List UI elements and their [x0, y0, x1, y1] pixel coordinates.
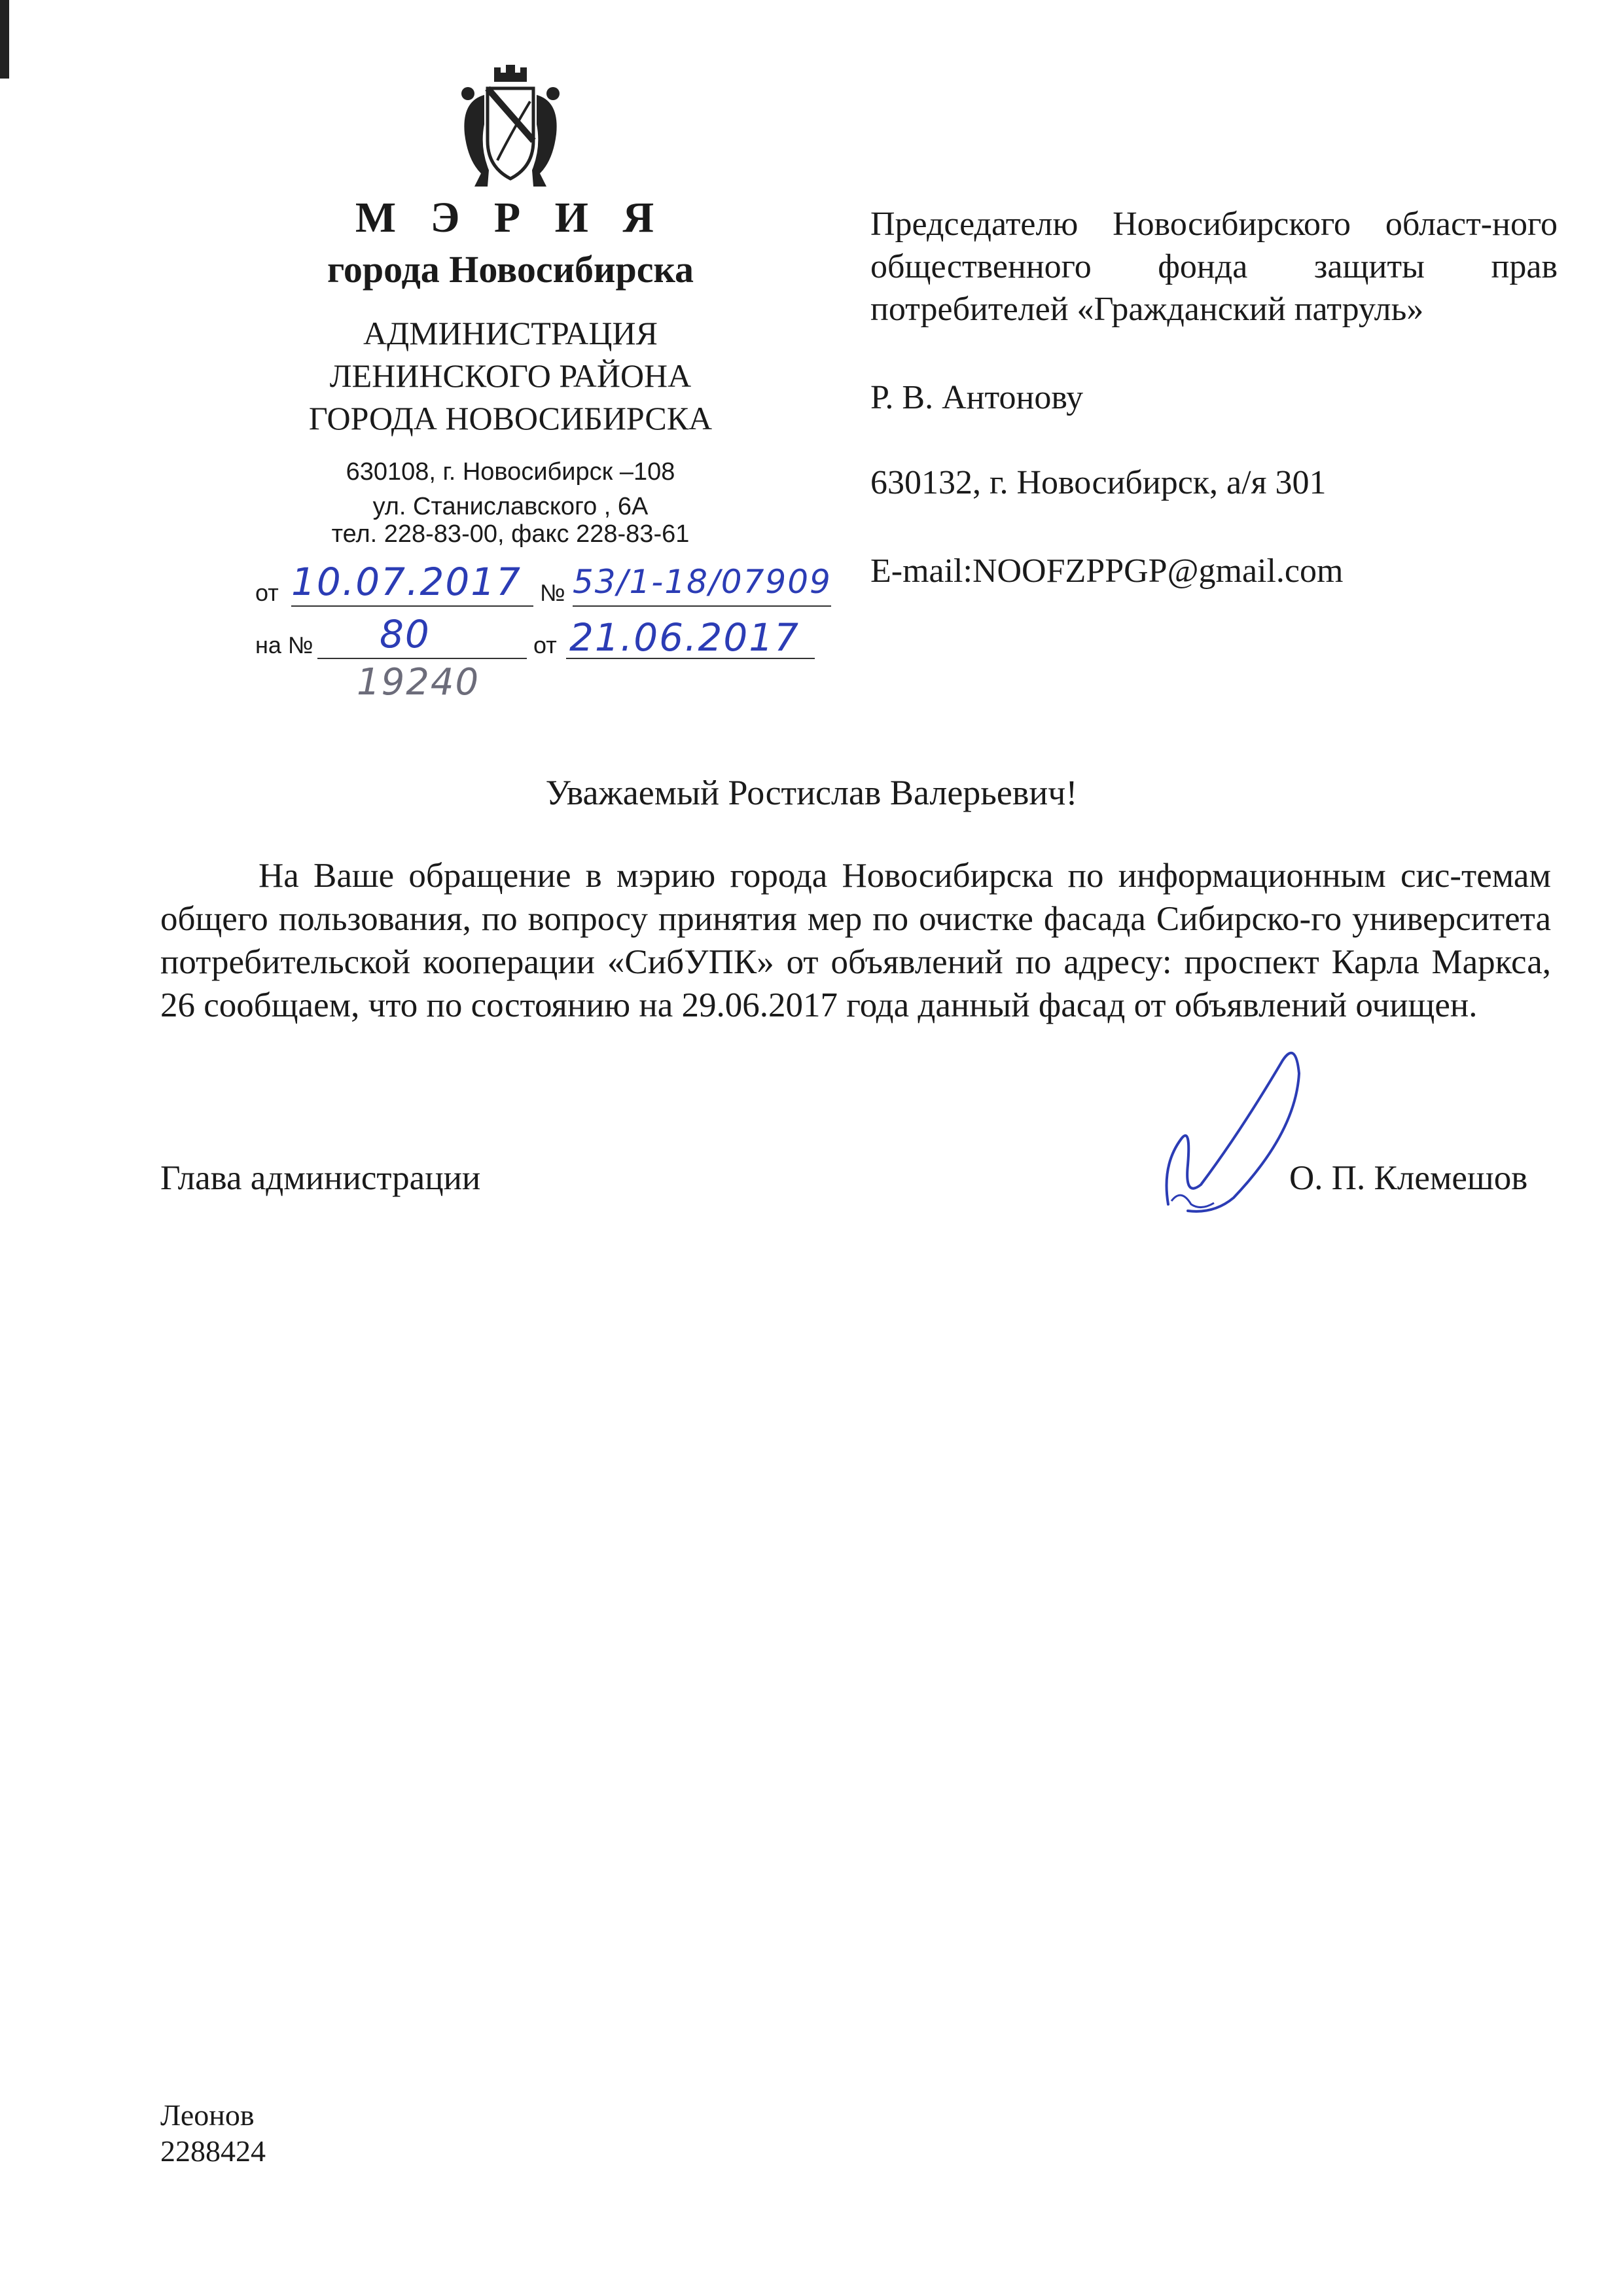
- executor-phone: 2288424: [160, 2134, 266, 2168]
- outgoing-date: 10.07.2017: [291, 560, 522, 604]
- letterhead-contacts-line: тел. 228-83-00, факс 228-83-61: [331, 520, 690, 548]
- reply-to-label: на №: [255, 632, 313, 658]
- number-label: №: [540, 579, 565, 606]
- novosibirsk-coat-of-arms-icon: [448, 62, 573, 193]
- date-line: [291, 605, 533, 607]
- scan-edge: [0, 0, 9, 79]
- recipient-email: E-mail:NOOFZPPGP@gmail.com: [870, 552, 1344, 590]
- letterhead-address-line: 630108, г. Новосибирск –108: [346, 458, 675, 486]
- signatory-name: О. П. Клемешов: [1289, 1159, 1528, 1197]
- city-title: города Новосибирска: [327, 248, 694, 291]
- mayor-office-title: М Э Р И Я: [355, 194, 666, 242]
- reply-from-label: от: [533, 632, 557, 658]
- administration-line: ЛЕНИНСКОГО РАЙОНА: [329, 357, 692, 394]
- executor-name: Леонов: [160, 2098, 255, 2132]
- number-line: [573, 605, 831, 607]
- reply-number-line: [317, 658, 527, 659]
- signatory-position: Глава администрации: [160, 1159, 481, 1197]
- handwritten-registration-number: 19240: [357, 661, 480, 704]
- salutation: Уважаемый Ростислав Валерьевич!: [545, 773, 1078, 812]
- from-label: от: [255, 579, 279, 606]
- letter-body: На Ваше обращение в мэрию города Новосибирска по информационным сис-темам общего пользования, по вопросу принятия мер по очистке фасада Сибирско-го университета потребительской кооперации «СибУПК» от объявлений по адресу: проспект Карла Маркса, 26 сообщаем, что по состоянию на 29.06.2017 года данный фасад от объявлений очищен.: [160, 857, 1551, 1024]
- administration-line: ГОРОДА НОВОСИБИРСКА: [308, 400, 713, 437]
- recipient-title: Председателю Новосибирского област-ного общественного фонда защиты прав потребителей «Гражданский патруль»: [870, 206, 1558, 328]
- reply-to-number: 80: [380, 612, 431, 656]
- administration-line: АДМИНИСТРАЦИЯ: [363, 315, 658, 351]
- reply-to-date: 21.06.2017: [569, 615, 800, 660]
- outgoing-number: 53/1-18/07909: [573, 563, 832, 601]
- recipient-address: 630132, г. Новосибирск, а/я 301: [870, 464, 1327, 501]
- letterhead-address-line: ул. Станиславского , 6А: [372, 493, 649, 520]
- recipient-name: Р. В. Антонову: [870, 379, 1084, 416]
